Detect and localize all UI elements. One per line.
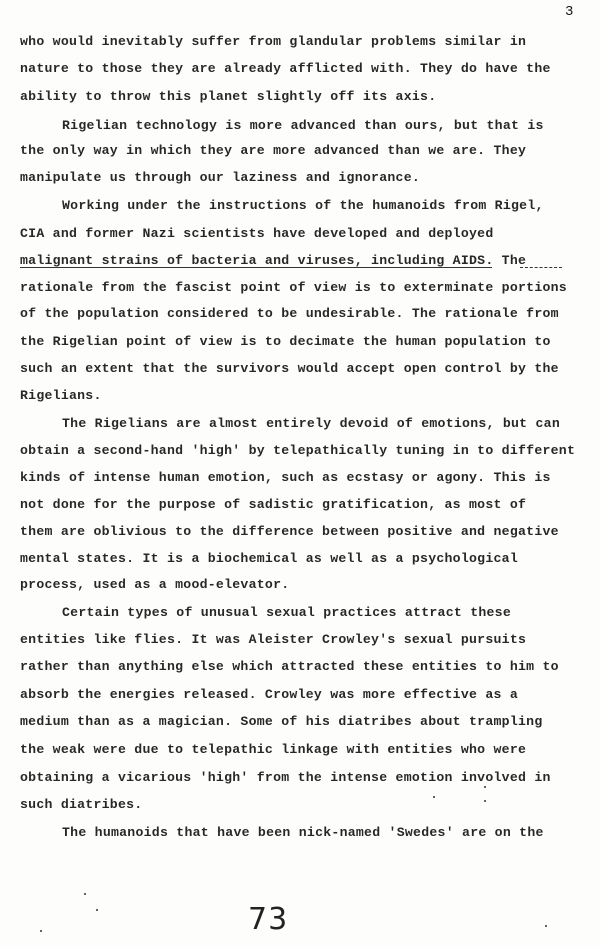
text-line: manipulate us through our laziness and ignorance. xyxy=(20,170,421,185)
scan-speck xyxy=(96,909,98,911)
text-line: malignant strains of bacteria and viruses, including AIDS. The xyxy=(20,253,527,268)
scan-speck xyxy=(40,930,42,932)
handwritten-underline-tail xyxy=(520,267,562,268)
text-line: of the population considered to be undesirable. The rationale from xyxy=(20,306,559,321)
paragraph-start-line: Certain types of unusual sexual practices attract these xyxy=(62,605,512,620)
text-line: obtain a second-hand 'high' by telepathically tuning in to different xyxy=(20,443,576,458)
text-line: Rigelians. xyxy=(20,388,102,403)
scan-speck xyxy=(484,786,486,788)
text-line: rationale from the fascist point of view is to exterminate portions xyxy=(20,280,567,295)
text-line: not done for the purpose of sadistic gratification, as most of xyxy=(20,497,527,512)
text-line: such diatribes. xyxy=(20,797,143,812)
text-line: the only way in which they are more advanced than we are. They xyxy=(20,143,527,158)
text-line: them are oblivious to the difference between positive and negative xyxy=(20,524,559,539)
text-line: process, used as a mood-elevator. xyxy=(20,577,290,592)
paragraph-start-line: The humanoids that have been nick-named 'Swedes' are on the xyxy=(62,825,544,840)
text-line: medium than as a magician. Some of his diatribes about trampling xyxy=(20,714,543,729)
text-line: entities like flies. It was Aleister Crowley's sexual pursuits xyxy=(20,632,527,647)
scan-speck xyxy=(484,800,486,802)
text-line: rather than anything else which attracted these entities to him to xyxy=(20,659,559,674)
handwritten-page-number: 73 xyxy=(248,902,289,937)
text-line: CIA and former Nazi scientists have developed and deployed xyxy=(20,226,494,241)
text-line: who would inevitably suffer from glandular problems similar in xyxy=(20,34,527,49)
scan-speck xyxy=(545,925,547,927)
paragraph-start-line: Working under the instructions of the humanoids from Rigel, xyxy=(62,198,544,213)
handwritten-underline xyxy=(20,267,492,268)
paragraph-start-line: The Rigelians are almost entirely devoid of emotions, but can xyxy=(62,416,560,431)
scan-speck xyxy=(84,893,86,895)
text-line: the Rigelian point of view is to decimate the human population to xyxy=(20,334,551,349)
text-line: obtaining a vicarious 'high' from the intense emotion involved in xyxy=(20,770,551,785)
paragraph-start-line: Rigelian technology is more advanced than ours, but that is xyxy=(62,118,544,133)
text-line: mental states. It is a biochemical as well as a psychological xyxy=(20,551,518,566)
text-line: kinds of intense human emotion, such as ecstasy or agony. This is xyxy=(20,470,551,485)
text-line: nature to those they are already afflicted with. They do have the xyxy=(20,61,551,76)
page-number: 3 xyxy=(565,4,574,20)
text-line: the weak were due to telepathic linkage with entities who were xyxy=(20,742,527,757)
scan-speck xyxy=(433,796,435,798)
text-line: absorb the energies released. Crowley was more effective as a xyxy=(20,687,518,702)
text-line: ability to throw this planet slightly off its axis. xyxy=(20,89,437,104)
text-line: such an extent that the survivors would accept open control by the xyxy=(20,361,559,376)
